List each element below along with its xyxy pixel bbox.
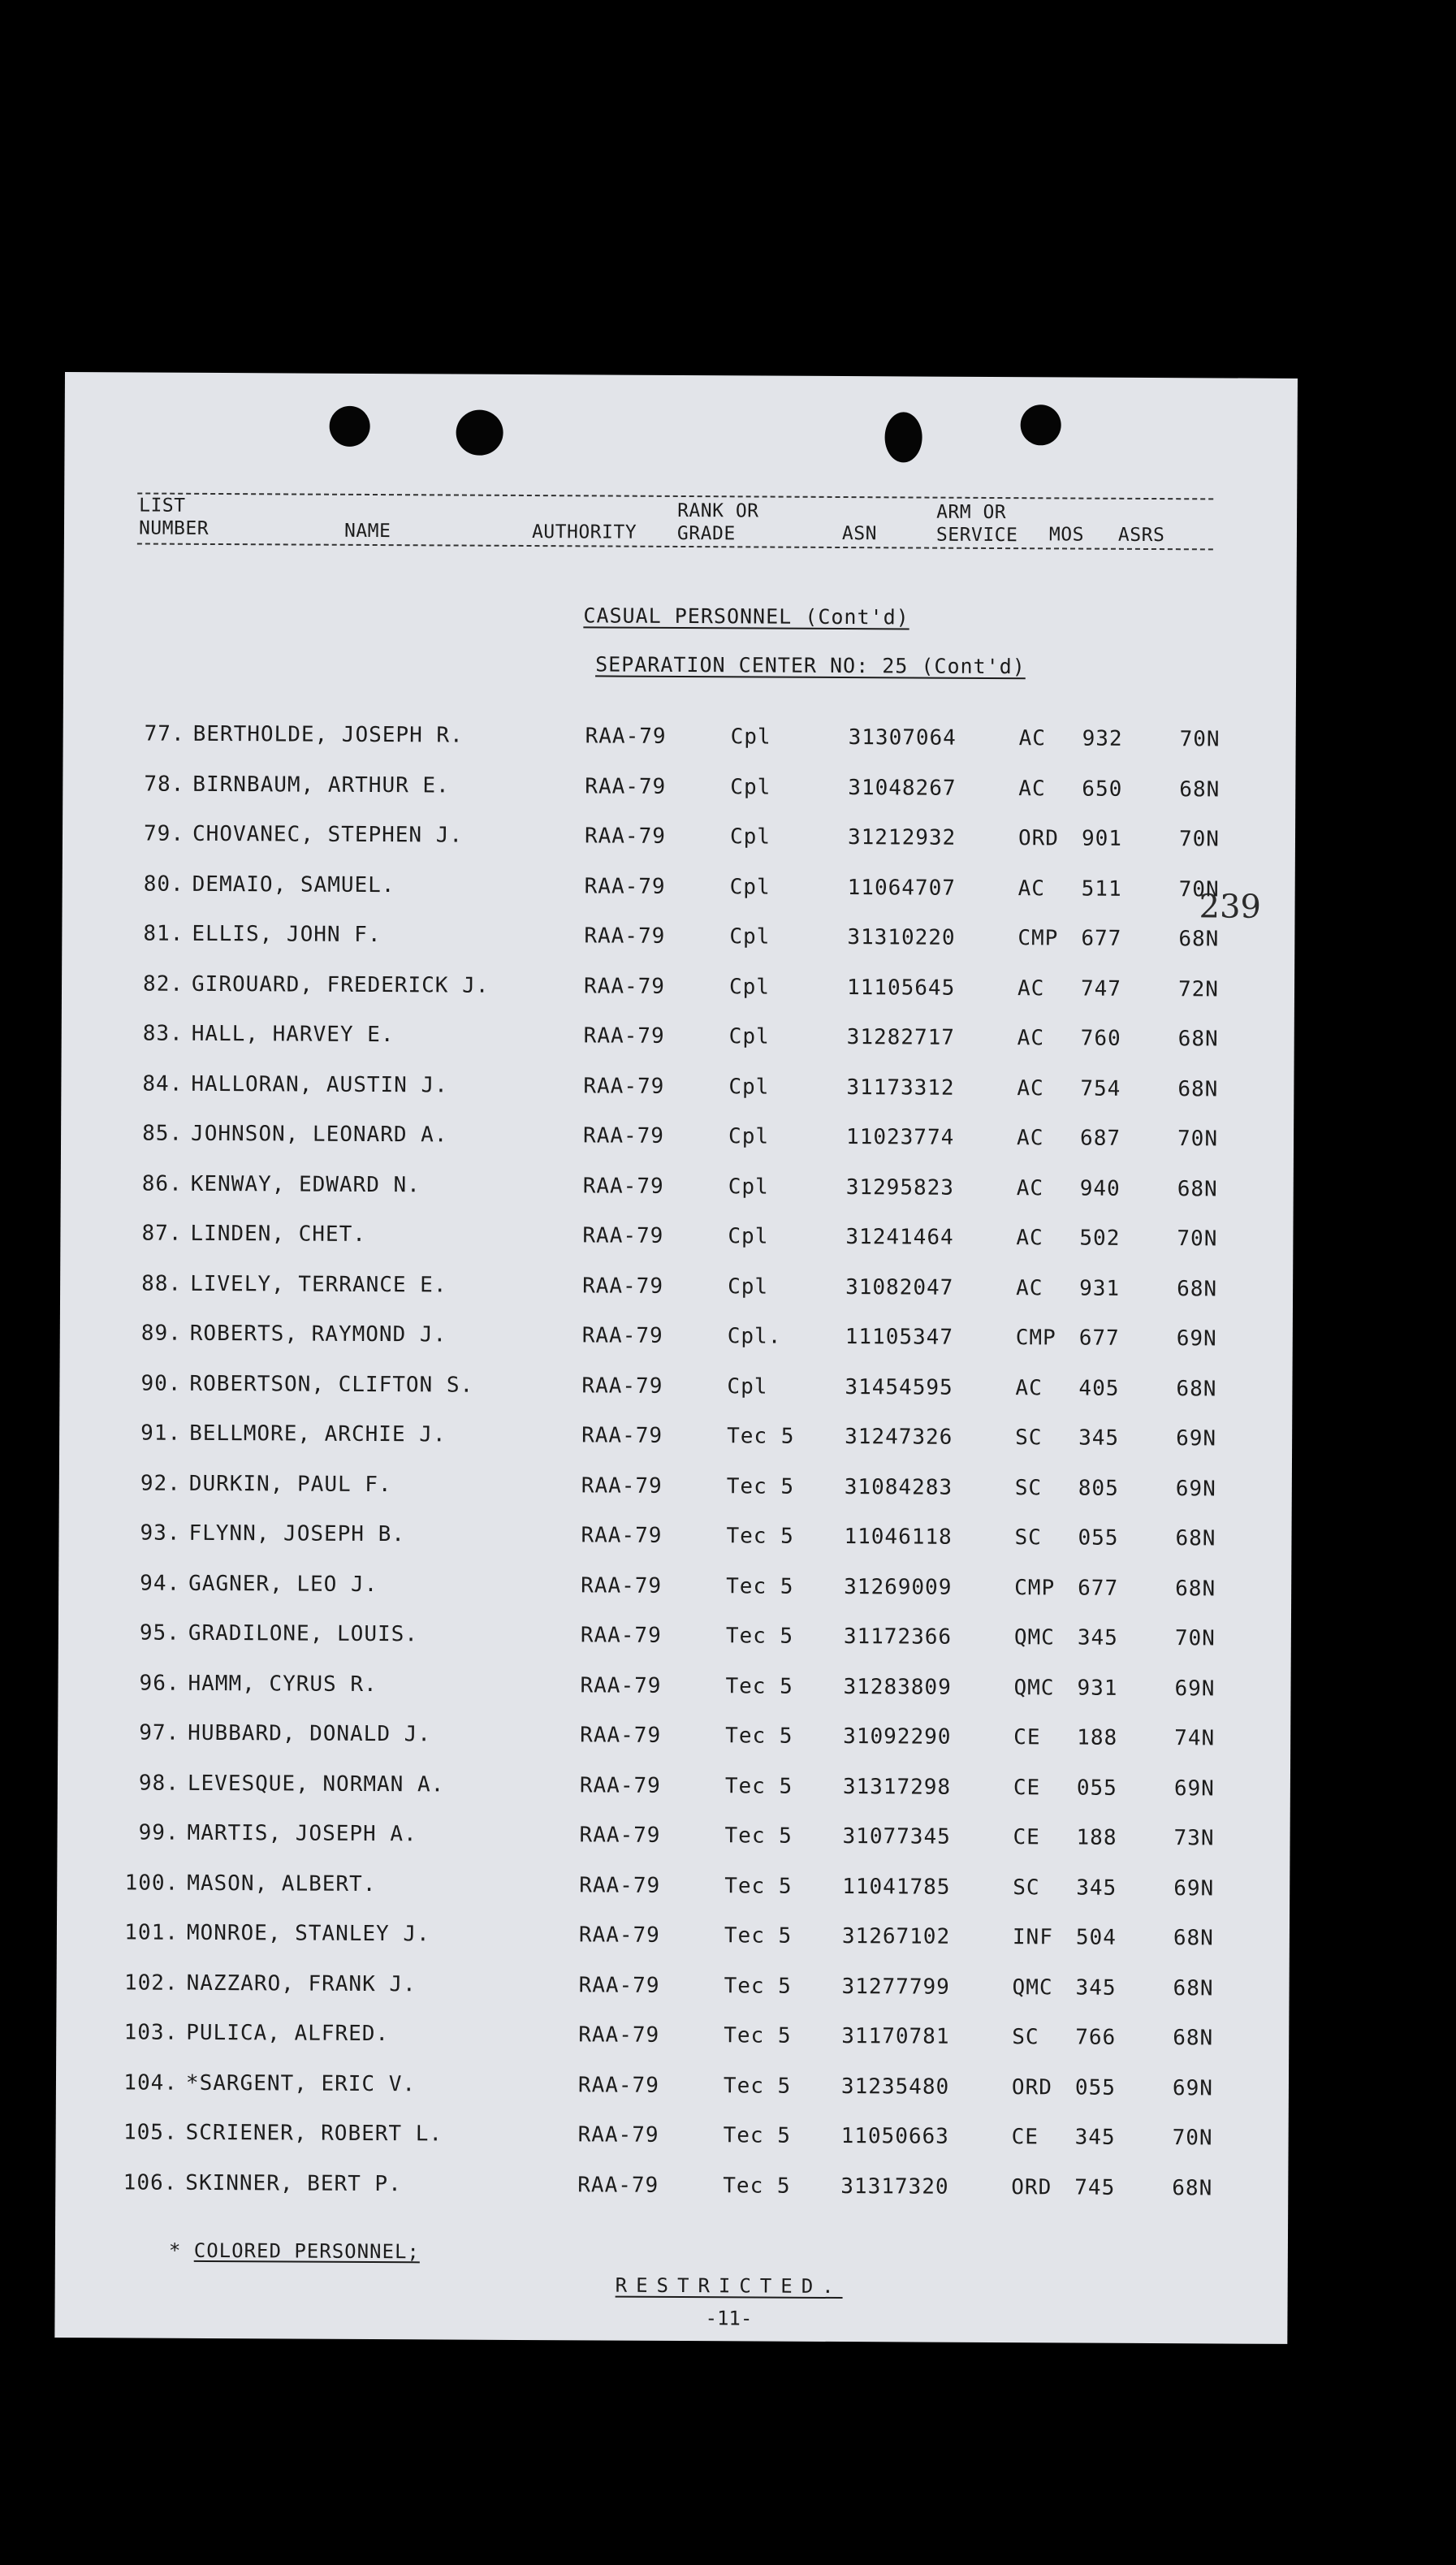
- cell-arm-service: ORD: [1017, 826, 1060, 851]
- cell-asrs: 68N: [1176, 1376, 1217, 1401]
- cell-asrs: 68N: [1175, 1526, 1216, 1551]
- cell-list-number: 92.: [140, 1471, 181, 1496]
- cell-mos: 345: [1077, 1625, 1118, 1650]
- cell-asrs: 70N: [1179, 727, 1221, 752]
- cell-person-name: HUBBARD, DONALD J.: [188, 1720, 432, 1747]
- header-number-label: NUMBER: [138, 517, 210, 539]
- cell-asrs: 68N: [1172, 2175, 1213, 2200]
- cell-person-name: BERTHOLDE, JOSEPH R.: [192, 721, 464, 748]
- cell-authority: RAA-79: [580, 1672, 662, 1698]
- header-rank-grade: [677, 500, 759, 546]
- cell-authority: RAA-79: [584, 824, 667, 849]
- punch-hole: [330, 406, 370, 447]
- cell-grade: Tec 5: [724, 1773, 793, 1799]
- cell-grade: Tec 5: [725, 1673, 793, 1699]
- table-row: [127, 921, 1359, 960]
- cell-asrs: 73N: [1173, 1826, 1215, 1851]
- header-mos: MOS: [1048, 524, 1085, 546]
- cell-asrs: 68N: [1179, 776, 1221, 802]
- cell-grade: Tec 5: [724, 1973, 792, 1999]
- cell-authority: RAA-79: [584, 923, 666, 949]
- cell-asn: 31092290: [843, 1724, 952, 1750]
- cell-list-number: 99.: [138, 1820, 179, 1845]
- cell-arm-service: QMC: [1013, 1625, 1055, 1650]
- cell-asn: 31212932: [847, 825, 957, 850]
- cell-asn: 31310220: [847, 925, 956, 950]
- cell-arm-service: AC: [1017, 1026, 1045, 1051]
- header-arm-label: ARM OR: [936, 501, 1007, 524]
- cell-asrs: 69N: [1173, 1875, 1215, 1901]
- cell-asn: 11046118: [844, 1525, 953, 1550]
- cell-person-name: MARTIS, JOSEPH A.: [187, 1820, 417, 1847]
- cell-arm-service: SC: [1014, 1525, 1042, 1551]
- cell-list-number: 77.: [144, 721, 185, 746]
- cell-arm-service: ORD: [1011, 2174, 1052, 2199]
- table-row: [126, 1071, 1359, 1110]
- cell-authority: RAA-79: [581, 1323, 663, 1348]
- cell-list-number: 90.: [140, 1371, 182, 1396]
- cell-asn: 31247326: [845, 1425, 953, 1450]
- cell-person-name: DEMAIO, SAMUEL.: [192, 872, 395, 898]
- table-row: [125, 1321, 1358, 1360]
- cell-list-number: 105.: [123, 2120, 178, 2145]
- cell-asrs: 68N: [1177, 1276, 1218, 1301]
- cell-asrs: 68N: [1177, 1027, 1219, 1052]
- cell-authority: RAA-79: [577, 2172, 659, 2198]
- cell-mos: 188: [1076, 1825, 1117, 1850]
- cell-person-name: ROBERTSON, CLIFTON S.: [189, 1371, 474, 1398]
- cell-person-name: SKINNER, BERT P.: [185, 2170, 402, 2196]
- table-row: [123, 1720, 1355, 1759]
- cell-person-name: GAGNER, LEO J.: [188, 1571, 378, 1597]
- cell-asn: 31082047: [845, 1274, 954, 1300]
- table-row: [123, 1520, 1356, 1559]
- cell-asn: 31282717: [846, 1025, 956, 1050]
- cell-list-number: 100.: [124, 1870, 179, 1896]
- cell-asrs: 68N: [1177, 1076, 1219, 1101]
- cell-list-number: 97.: [139, 1720, 180, 1745]
- cell-grade: Tec 5: [724, 1923, 793, 1949]
- cell-grade: Cpl: [728, 1224, 769, 1249]
- cell-asrs: 69N: [1173, 1776, 1215, 1801]
- cell-arm-service: INF: [1012, 1925, 1053, 1950]
- cell-list-number: 91.: [140, 1421, 182, 1446]
- cell-list-number: 80.: [143, 872, 184, 897]
- cell-asn: 31241464: [845, 1225, 954, 1250]
- table-row: [127, 971, 1359, 1010]
- cell-asrs: 70N: [1172, 2126, 1213, 2151]
- cell-mos: 345: [1075, 1975, 1117, 2001]
- cell-mos: 766: [1075, 2025, 1117, 2050]
- cell-authority: RAA-79: [583, 1073, 665, 1099]
- cell-asrs: 69N: [1176, 1326, 1217, 1352]
- table-row: [126, 1171, 1359, 1210]
- cell-arm-service: AC: [1017, 876, 1046, 901]
- cell-grade: Tec 5: [725, 1724, 793, 1749]
- cell-list-number: 87.: [141, 1221, 183, 1246]
- table-row: [127, 872, 1360, 911]
- cell-authority: RAA-79: [577, 2072, 659, 2098]
- cell-grade: Tec 5: [723, 2073, 792, 2099]
- cell-authority: RAA-79: [581, 1373, 663, 1399]
- cell-asn: 31269009: [844, 1574, 953, 1600]
- cell-list-number: 93.: [140, 1520, 181, 1546]
- cell-arm-service: CE: [1013, 1825, 1040, 1850]
- cell-arm-service: AC: [1016, 1275, 1043, 1300]
- table-row: [121, 2120, 1354, 2159]
- cell-list-number: 98.: [138, 1771, 179, 1796]
- cell-authority: RAA-79: [582, 1223, 664, 1248]
- header-rank-label: RANK OR: [677, 500, 759, 522]
- cell-grade: Cpl: [729, 874, 771, 900]
- cell-grade: Cpl.: [727, 1324, 782, 1349]
- cell-grade: Cpl: [728, 1274, 769, 1300]
- cell-grade: Cpl: [728, 1174, 769, 1200]
- cell-person-name: HALLORAN, AUSTIN J.: [191, 1071, 448, 1097]
- cell-list-number: 78.: [144, 772, 185, 797]
- cell-asrs: 68N: [1175, 1576, 1216, 1601]
- cell-asrs: 70N: [1178, 827, 1221, 852]
- cell-grade: Tec 5: [724, 1873, 793, 1899]
- cell-mos: 760: [1080, 1026, 1121, 1051]
- cell-asn: 11023774: [846, 1125, 955, 1150]
- cell-person-name: PULICA, ALFRED.: [186, 2020, 390, 2047]
- cell-mos: 511: [1081, 876, 1122, 902]
- cell-list-number: 82.: [143, 971, 184, 997]
- cell-person-name: JOHNSON, LEONARD A.: [191, 1121, 448, 1148]
- cell-grade: Cpl: [730, 725, 771, 750]
- table-row: [121, 2020, 1354, 2059]
- table-row: [127, 772, 1360, 811]
- cell-person-name: LEVESQUE, NORMAN A.: [187, 1771, 445, 1797]
- cell-authority: RAA-79: [578, 1972, 660, 1998]
- cell-mos: 650: [1082, 776, 1123, 802]
- table-row: [125, 1221, 1358, 1260]
- cell-person-name: ELLIS, JOHN F.: [192, 921, 382, 948]
- cell-grade: Tec 5: [723, 2123, 792, 2148]
- table-row: [123, 1620, 1356, 1659]
- section-subtitle: SEPARATION CENTER NO: 25 (Cont'd): [595, 652, 1026, 679]
- cell-asrs: 69N: [1176, 1426, 1217, 1451]
- cell-mos: 345: [1076, 1875, 1117, 1901]
- table-row: [125, 1271, 1358, 1310]
- footnote-text: COLORED PERSONNEL;: [193, 2238, 420, 2264]
- table-row: [123, 1671, 1355, 1710]
- cell-authority: RAA-79: [580, 1723, 662, 1748]
- cell-mos: 055: [1076, 1776, 1117, 1801]
- cell-grade: Tec 5: [724, 1823, 793, 1849]
- cell-asn: 31317298: [842, 1774, 952, 1800]
- cell-asrs: 70N: [1177, 1127, 1219, 1152]
- cell-authority: RAA-79: [585, 773, 667, 799]
- cell-person-name: BIRNBAUM, ARTHUR E.: [192, 772, 450, 798]
- cell-person-name: GRADILONE, LOUIS.: [188, 1620, 419, 1647]
- header-list-number: [139, 494, 209, 539]
- cell-asrs: 72N: [1177, 976, 1220, 1001]
- cell-asrs: 74N: [1174, 1726, 1216, 1751]
- cell-person-name: SCRIENER, ROBERT L.: [185, 2120, 443, 2147]
- cell-list-number: 94.: [140, 1571, 181, 1596]
- cell-grade: Tec 5: [725, 1624, 794, 1649]
- cell-asn: 31235480: [840, 2074, 950, 2100]
- cell-list-number: 102.: [123, 1970, 179, 1996]
- cell-list-number: 104.: [123, 2070, 179, 2096]
- cell-arm-service: CMP: [1017, 926, 1059, 951]
- cell-grade: Cpl: [728, 1074, 770, 1100]
- cell-authority: RAA-79: [581, 1523, 663, 1548]
- cell-mos: 931: [1079, 1276, 1121, 1301]
- cell-mos: 901: [1081, 826, 1123, 851]
- cell-arm-service: AC: [1016, 1126, 1044, 1151]
- cell-authority: RAA-79: [584, 873, 666, 899]
- cell-asn: 31173312: [846, 1075, 955, 1101]
- cell-grade: Tec 5: [726, 1473, 795, 1499]
- cell-authority: RAA-79: [578, 1923, 660, 1948]
- header-arm-service: [936, 501, 1018, 547]
- cell-arm-service: ORD: [1011, 2074, 1053, 2100]
- cell-mos: 940: [1079, 1176, 1121, 1201]
- cell-authority: RAA-79: [581, 1473, 663, 1499]
- cell-asn: 31295823: [845, 1174, 955, 1200]
- cell-mos: 677: [1081, 926, 1122, 951]
- cell-person-name: KENWAY, EDWARD N.: [190, 1171, 421, 1197]
- table-row: [122, 1820, 1354, 1859]
- cell-authority: RAA-79: [583, 1023, 665, 1049]
- cell-authority: RAA-79: [580, 1623, 662, 1648]
- cell-mos: 754: [1080, 1076, 1121, 1101]
- cell-person-name: ROBERTS, RAYMOND J.: [189, 1321, 447, 1347]
- cell-grade: Cpl: [728, 1124, 770, 1149]
- cell-person-name: BELLMORE, ARCHIE J.: [189, 1421, 447, 1447]
- cell-authority: RAA-79: [581, 1572, 663, 1598]
- cell-asn: 31283809: [843, 1674, 952, 1700]
- restricted-marking: RESTRICTED.: [615, 2273, 843, 2299]
- cell-arm-service: CMP: [1014, 1575, 1056, 1600]
- cell-grade: Tec 5: [726, 1524, 794, 1549]
- cell-list-number: 101.: [124, 1920, 179, 1945]
- cell-list-number: 103.: [123, 2020, 179, 2045]
- header-authority: AUTHORITY: [531, 521, 637, 543]
- cell-list-number: 85.: [142, 1121, 184, 1146]
- table-row: [128, 721, 1361, 760]
- page-number: -11-: [705, 2307, 753, 2330]
- cell-asn: 11050663: [840, 2124, 949, 2149]
- cell-person-name: HALL, HARVEY E.: [191, 1021, 395, 1048]
- cell-arm-service: SC: [1013, 1875, 1040, 1900]
- cell-person-name: GIROUARD, FREDERICK J.: [191, 971, 490, 998]
- cell-asn: 31048267: [848, 775, 957, 801]
- cell-list-number: 89.: [140, 1321, 182, 1346]
- table-row: [121, 1970, 1354, 2009]
- table-row: [123, 1571, 1356, 1610]
- cell-asn: 11064707: [847, 875, 957, 901]
- cell-mos: 687: [1079, 1126, 1121, 1151]
- table-row: [121, 2070, 1354, 2109]
- cell-grade: Tec 5: [726, 1573, 794, 1599]
- cell-arm-service: AC: [1018, 776, 1046, 801]
- cell-asn: 31172366: [843, 1624, 953, 1650]
- cell-grade: Cpl: [729, 824, 771, 850]
- header-asn: ASN: [841, 523, 878, 545]
- cell-mos: 677: [1078, 1576, 1119, 1601]
- cell-arm-service: SC: [1015, 1425, 1043, 1451]
- cell-mos: 504: [1075, 1925, 1117, 1950]
- cell-asrs: 69N: [1172, 2075, 1214, 2100]
- cell-arm-service: CMP: [1015, 1326, 1056, 1351]
- cell-grade: Cpl: [729, 924, 771, 949]
- cell-authority: RAA-79: [582, 1173, 664, 1199]
- cell-authority: RAA-79: [579, 1823, 661, 1848]
- cell-mos: 931: [1077, 1676, 1118, 1701]
- cell-mos: 405: [1078, 1376, 1120, 1401]
- cell-authority: RAA-79: [583, 973, 666, 999]
- cell-grade: Tec 5: [724, 2023, 792, 2048]
- cell-mos: 805: [1078, 1476, 1119, 1501]
- cell-arm-service: AC: [1016, 1175, 1044, 1200]
- cell-grade: Cpl: [727, 1373, 768, 1399]
- cell-asn: 31084283: [844, 1474, 953, 1500]
- cell-asrs: 69N: [1175, 1476, 1216, 1501]
- cell-list-number: 95.: [139, 1620, 180, 1646]
- cell-list-number: 81.: [143, 921, 184, 946]
- cell-arm-service: AC: [1016, 1226, 1043, 1251]
- table-row: [124, 1371, 1357, 1410]
- cell-grade: Tec 5: [727, 1424, 795, 1449]
- cell-mos: 677: [1078, 1326, 1120, 1351]
- cell-mos: 745: [1074, 2175, 1116, 2200]
- section-title: CASUAL PERSONNEL (Cont'd): [583, 603, 909, 629]
- cell-person-name: LIVELY, TERRANCE E.: [190, 1271, 447, 1297]
- cell-arm-service: AC: [1018, 726, 1047, 751]
- cell-mos: 345: [1078, 1425, 1120, 1451]
- cell-asn: 11105645: [846, 975, 956, 1001]
- footnote-star: *: [168, 2238, 182, 2262]
- cell-authority: RAA-79: [579, 1772, 661, 1798]
- cell-asrs: 70N: [1178, 876, 1220, 902]
- cell-authority: RAA-79: [583, 1123, 665, 1148]
- cell-list-number: 96.: [139, 1671, 180, 1696]
- cell-asn: 31317320: [840, 2174, 949, 2199]
- table-row: [122, 1920, 1354, 1959]
- cell-grade: Cpl: [730, 774, 771, 800]
- cell-authority: RAA-79: [582, 1273, 664, 1299]
- cell-person-name: MASON, ALBERT.: [187, 1871, 377, 1897]
- cell-list-number: 86.: [141, 1171, 183, 1196]
- cell-mos: 932: [1082, 726, 1123, 751]
- cell-mos: 188: [1077, 1725, 1118, 1750]
- table-row: [124, 1471, 1357, 1510]
- cell-mos: 502: [1079, 1226, 1121, 1251]
- punch-hole: [884, 412, 922, 462]
- table-row: [120, 2170, 1353, 2209]
- header-asrs: ASRS: [1117, 524, 1165, 547]
- table-row: [122, 1871, 1354, 1910]
- cell-asn: 11041785: [842, 1874, 951, 1900]
- punch-hole: [456, 410, 503, 456]
- table-row: [124, 1421, 1357, 1460]
- cell-asn: 31454595: [845, 1374, 953, 1400]
- cell-list-number: 83.: [142, 1021, 184, 1046]
- cell-arm-service: SC: [1014, 1475, 1043, 1500]
- cell-asn: 31307064: [848, 725, 957, 750]
- header-rule-top: [137, 492, 1213, 500]
- page-stamp-number: 239: [1199, 888, 1262, 926]
- punch-hole: [1021, 404, 1061, 445]
- cell-arm-service: QMC: [1013, 1675, 1055, 1700]
- cell-asrs: 70N: [1174, 1626, 1216, 1651]
- table-row: [127, 1021, 1359, 1060]
- cell-asn: 31267102: [841, 1924, 951, 1949]
- cell-arm-service: CE: [1011, 2125, 1039, 2150]
- cell-mos: 345: [1074, 2125, 1116, 2150]
- cell-grade: Tec 5: [723, 2173, 791, 2199]
- table-row: [126, 1121, 1359, 1160]
- cell-authority: RAA-79: [581, 1423, 663, 1448]
- cell-person-name: CHOVANEC, STEPHEN J.: [192, 821, 464, 848]
- cell-asrs: 68N: [1173, 1975, 1214, 2001]
- table-row: [127, 821, 1360, 860]
- header-name: NAME: [343, 520, 391, 543]
- cell-arm-service: AC: [1017, 1075, 1044, 1101]
- cell-arm-service: SC: [1012, 2025, 1039, 2050]
- cell-asn: 31077345: [842, 1824, 951, 1849]
- cell-list-number: 84.: [142, 1071, 184, 1097]
- cell-asn: 11105347: [845, 1325, 954, 1350]
- cell-mos: 055: [1078, 1525, 1119, 1551]
- cell-person-name: HAMM, CYRUS R.: [188, 1671, 378, 1697]
- cell-asn: 31170781: [841, 2024, 950, 2049]
- cell-mos: 747: [1080, 976, 1122, 1001]
- header-grade-label: GRADE: [676, 522, 736, 545]
- cell-arm-service: AC: [1015, 1375, 1043, 1400]
- document-page: [54, 372, 1298, 2344]
- cell-grade: Cpl: [728, 1024, 770, 1049]
- cell-person-name: MONROE, STANLEY J.: [186, 1920, 430, 1947]
- cell-arm-service: QMC: [1012, 1975, 1053, 2000]
- cell-person-name: *SARGENT, ERIC V.: [185, 2070, 417, 2096]
- cell-person-name: DURKIN, PAUL F.: [188, 1471, 392, 1497]
- cell-person-name: NAZZARO, FRANK J.: [186, 1970, 417, 1996]
- cell-asrs: 69N: [1174, 1676, 1216, 1701]
- cell-list-number: 79.: [143, 821, 185, 846]
- cell-person-name: LINDEN, CHET.: [190, 1221, 367, 1247]
- cell-asrs: 68N: [1178, 927, 1220, 952]
- cell-list-number: 88.: [141, 1271, 183, 1296]
- cell-arm-service: AC: [1017, 975, 1045, 1001]
- cell-arm-service: CE: [1013, 1725, 1041, 1750]
- cell-arm-service: CE: [1013, 1775, 1041, 1800]
- cell-asrs: 70N: [1177, 1226, 1218, 1252]
- cell-asn: 31277799: [841, 1974, 950, 2000]
- cell-mos: 055: [1074, 2075, 1117, 2100]
- footnote: [169, 2239, 420, 2264]
- cell-asrs: 68N: [1177, 1176, 1218, 1201]
- cell-authority: RAA-79: [578, 2022, 660, 2048]
- table-row: [123, 1771, 1355, 1810]
- cell-asrs: 68N: [1173, 2026, 1214, 2051]
- cell-authority: RAA-79: [577, 2122, 659, 2148]
- cell-person-name: FLYNN, JOSEPH B.: [188, 1520, 406, 1547]
- header-service-label: SERVICE: [935, 524, 1018, 547]
- cell-list-number: 106.: [123, 2169, 178, 2195]
- cell-authority: RAA-79: [585, 724, 667, 749]
- cell-asrs: 68N: [1173, 1926, 1214, 1951]
- cell-authority: RAA-79: [579, 1872, 661, 1898]
- header-list-label: LIST: [139, 495, 186, 517]
- cell-grade: Cpl: [728, 974, 771, 1000]
